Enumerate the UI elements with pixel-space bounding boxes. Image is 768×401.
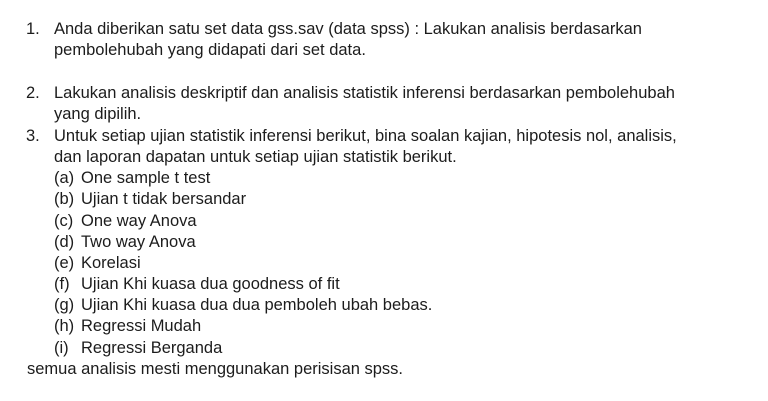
footer-note: semua analisis mesti menggunakan perisisan spss. — [27, 360, 404, 378]
subitem-text: Ujian Khi kuasa dua dua pemboleh ubah bebas. — [81, 296, 433, 314]
subitem-text: Ujian t tidak bersandar — [81, 190, 247, 208]
subitem-label: (i) — [54, 339, 69, 357]
item-text-line: Lakukan analisis deskriptif dan analisis statistik inferensi berdasarkan pembolehubah — [54, 84, 675, 102]
subitem-label: (h) — [54, 317, 75, 335]
subitem-text: Regressi Berganda — [81, 339, 223, 357]
subitem-label: (c) — [54, 212, 74, 230]
subitem-text: One way Anova — [81, 212, 197, 230]
subitem-text: Ujian Khi kuasa dua goodness of fit — [81, 275, 340, 293]
item-text-line: pembolehubah yang didapati dari set data. — [54, 41, 366, 59]
item-text-line: Untuk setiap ujian statistik inferensi berikut, bina soalan kajian, hipotesis nol, analisis, — [54, 127, 677, 145]
subitem-text: Two way Anova — [81, 233, 196, 251]
subitem-label: (g) — [54, 296, 75, 314]
subitem-text: One sample t test — [81, 169, 211, 187]
item-text-line: Anda diberikan satu set data gss.sav (data spss) : Lakukan analisis berdasarkan — [54, 20, 642, 38]
subitem-text: Regressi Mudah — [81, 317, 202, 335]
item-text-line: yang dipilih. — [54, 105, 142, 123]
item-number: 1. — [26, 20, 40, 38]
subitem-label: (a) — [54, 169, 75, 187]
subitem-label: (e) — [54, 254, 75, 272]
subitem-label: (d) — [54, 233, 75, 251]
item-number: 3. — [26, 127, 40, 145]
subitem-label: (b) — [54, 190, 75, 208]
item-number: 2. — [26, 84, 40, 102]
subitem-text: Korelasi — [81, 254, 141, 272]
subitem-label: (f) — [54, 275, 70, 293]
item-text-line: dan laporan dapatan untuk setiap ujian statistik berikut. — [54, 148, 457, 166]
